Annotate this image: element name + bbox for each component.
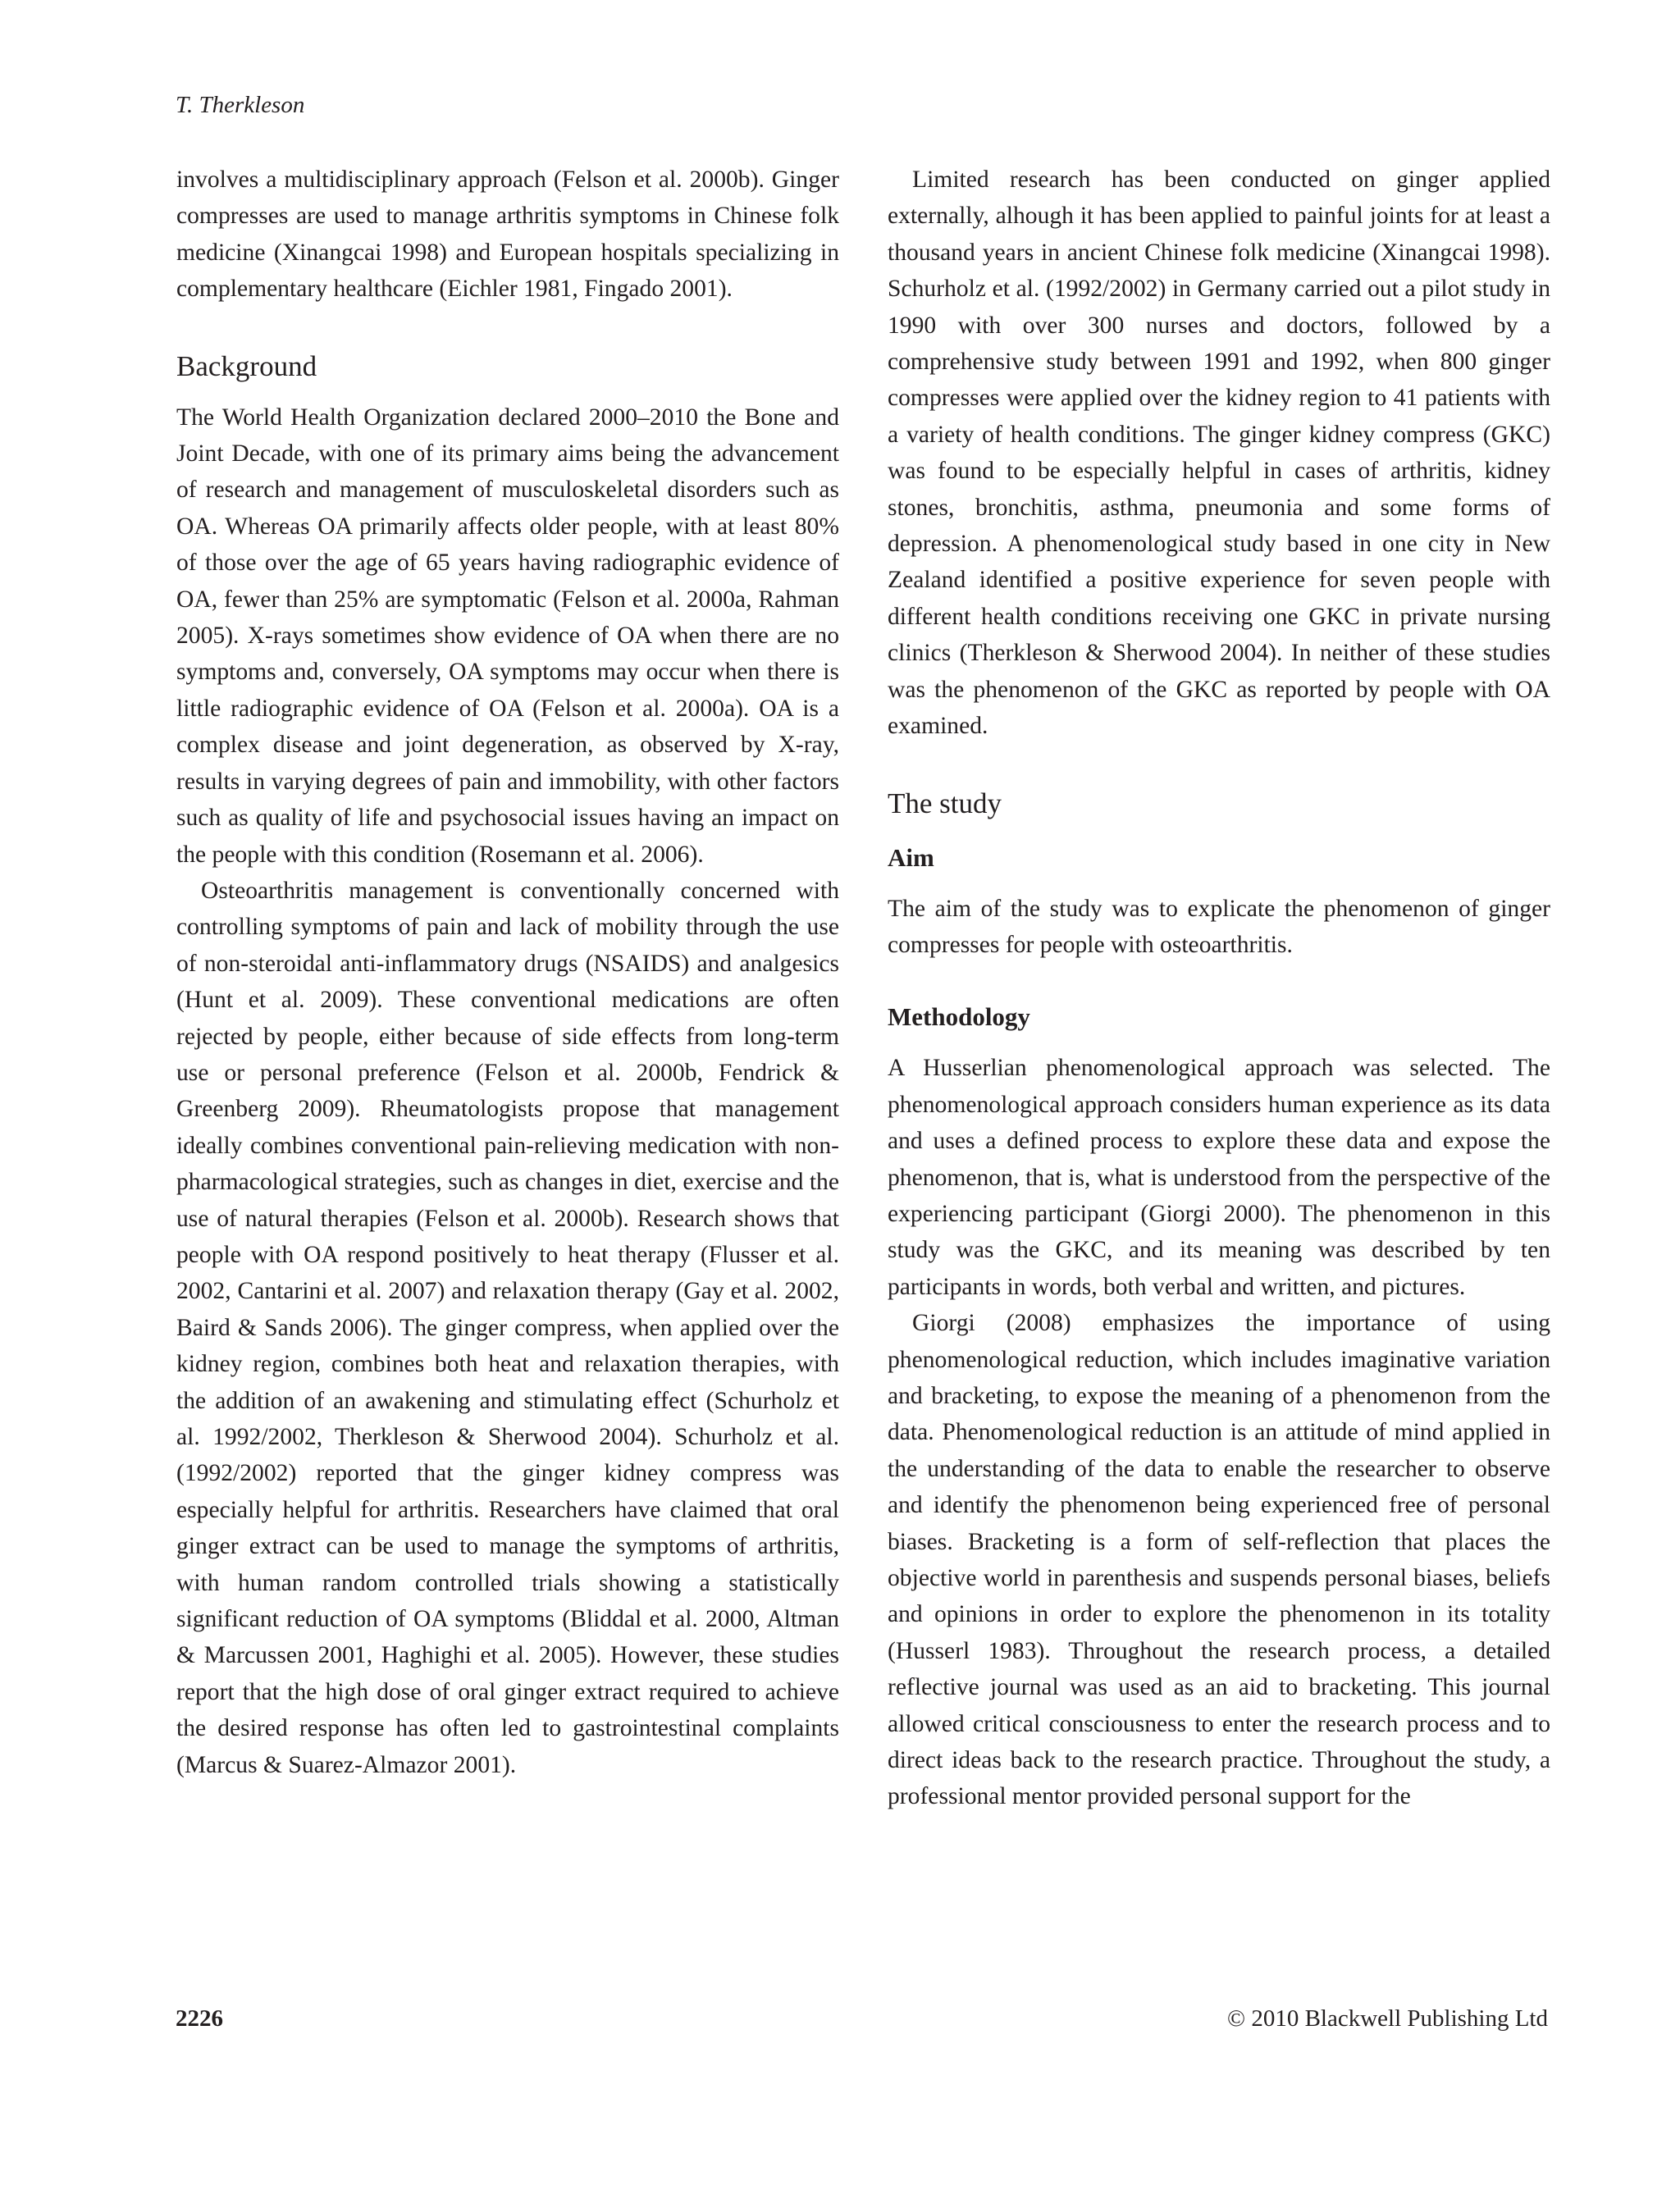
background-paragraph-2: Osteoarthritis management is conventionally concerned with controlling symptoms of pain and lack of mobility through the use of non-steroidal anti-inflammatory drugs (NSAIDS) and analgesics (Hunt et al. 2009). These conventional medications are often rejected by people, either because of side effects from long-term use or personal preference (Felson et al. 2000b, Fendrick & Greenberg 2009). Rheumatologists propose that management ideally combines conventional pain-relieving medication with non-pharmacological strategies, such as changes in diet, exercise and the use of natural therapies (Felson et al. 2000b). Research shows that people with OA respond positively to heat therapy (Flusser et al. 2002, Cantarini et al. 2007) and relaxation therapy (Gay et al. 2002, Baird & Sands 2006). The ginger compress, when applied over the kidney region, combines both heat and relaxation therapies, with the addition of an awakening and stimulating effect (Schurholz et al. 1992/2002, Therkleson & Sherwood 2004). Schurholz et al. (1992/2002) reported that the ginger kidney compress was especially helpful for arthritis. Researchers have claimed that oral ginger extract can be used to manage the symptoms of arthritis, with human random controlled trials showing a statistically significant reduction of OA symptoms (Bliddal et al. 2000, Altman & Marcussen 2001, Haghighi et al. 2005). However, these studies report that the high dose of oral ginger extract required to achieve the desired response has often led to gastrointestinal complaints (Marcus & Suarez-Almazor 2001). <box>176 877 839 1778</box>
running-head: T. Therkleson <box>176 92 305 118</box>
heading-aim: Aim <box>888 842 934 872</box>
aim-paragraph: The aim of the study was to explicate the phenomenon of ginger compresses for people with osteoarthritis. <box>888 895 1550 958</box>
page-number: 2226 <box>176 2005 223 2032</box>
heading-the-study: The study <box>888 787 1002 819</box>
left-column <box>176 162 839 1783</box>
copyright-notice: © 2010 Blackwell Publishing Ltd <box>1227 2005 1548 2032</box>
methodology-paragraph-1: A Husserlian phenomenological approach was selected. The phenomenological approach considers human experience as its data and uses a defined process to explore these data and expose the phenomenon, that is, what is understood from the perspective of the experiencing participant (Giorgi 2000). The phenomenon in this study was the GKC, and its meaning was described by ten participants in words, both verbal and written, and pictures. <box>888 1055 1550 1300</box>
methodology-paragraph-2: Giorgi (2008) emphasizes the importance of using phenomenological reduction, which includes imaginative variation and bracketing, to expose the meaning of a phenomenon from the data. Phenomenological reduction is an attitude of mind applied in the understanding of the data to enable the researcher to observe and identify the phenomenon being experienced free of personal biases. Bracketing is a form of self-reflection that places the objective world in parenthesis and suspends personal biases, beliefs and opinions in order to explore the phenomenon in its totality (Husserl 1983). Throughout the research process, a detailed reflective journal was used as an aid to bracketing. This journal allowed critical consciousness to enter the research process and to direct ideas back to the research practice. Throughout the study, a professional mentor provided personal support for the <box>888 1310 1550 1810</box>
limited-research-paragraph: Limited research has been conducted on ginger applied externally, alhough it has been applied to painful joints for at least a thousand years in ancient Chinese folk medicine (Xinangcai 1998). Schurholz et al. (1992/2002) in Germany carried out a pilot study in 1990 with over 300 nurses and doctors, followed by a comprehensive study between 1991 and 1992, when 800 ginger compresses were applied over the kidney region to 41 patients with a variety of health conditions. The ginger kidney compress (GKC) was found to be especially helpful in cases of arthritis, kidney stones, bronchitis, asthma, pneumonia and some forms of depression. A phenomenological study based in one city in New Zealand identified a positive experience for seven people with different health conditions receiving one GKC in private nursing clinics (Therkleson & Sherwood 2004). In neither of these studies was the phenomenon of the GKC as reported by people with OA examined. <box>888 167 1550 740</box>
intro-paragraph: involves a multidisciplinary approach (Felson et al. 2000b). Ginger compresses are used to manage arthritis symptoms in Chinese folk medicine (Xinangcai 1998) and European hospitals specializing in complementary healthcare (Eichler 1981, Fingado 2001). <box>176 167 839 303</box>
right-column <box>888 162 1550 1815</box>
background-paragraph-1: The World Health Organization declared 2000–2010 the Bone and Joint Decade, with one of its primary aims being the advancement of research and management of musculoskeletal disorders such as OA. Whereas OA primarily affects older people, with at least 80% of those over the age of 65 years having radiographic evidence of OA, fewer than 25% are symptomatic (Felson et al. 2000a, Rahman 2005). X-rays sometimes show evidence of OA when there are no symptoms and, conversely, OA symptoms may occur when there is little radiographic evidence of OA (Felson et al. 2000a). OA is a complex disease and joint degeneration, as observed by X-ray, results in varying degrees of pain and immobility, with other factors such as quality of life and psychosocial issues having an impact on the people with this condition (Rosemann et al. 2006). <box>176 404 839 868</box>
heading-methodology: Methodology <box>888 1002 1030 1032</box>
heading-background: Background <box>176 349 317 382</box>
